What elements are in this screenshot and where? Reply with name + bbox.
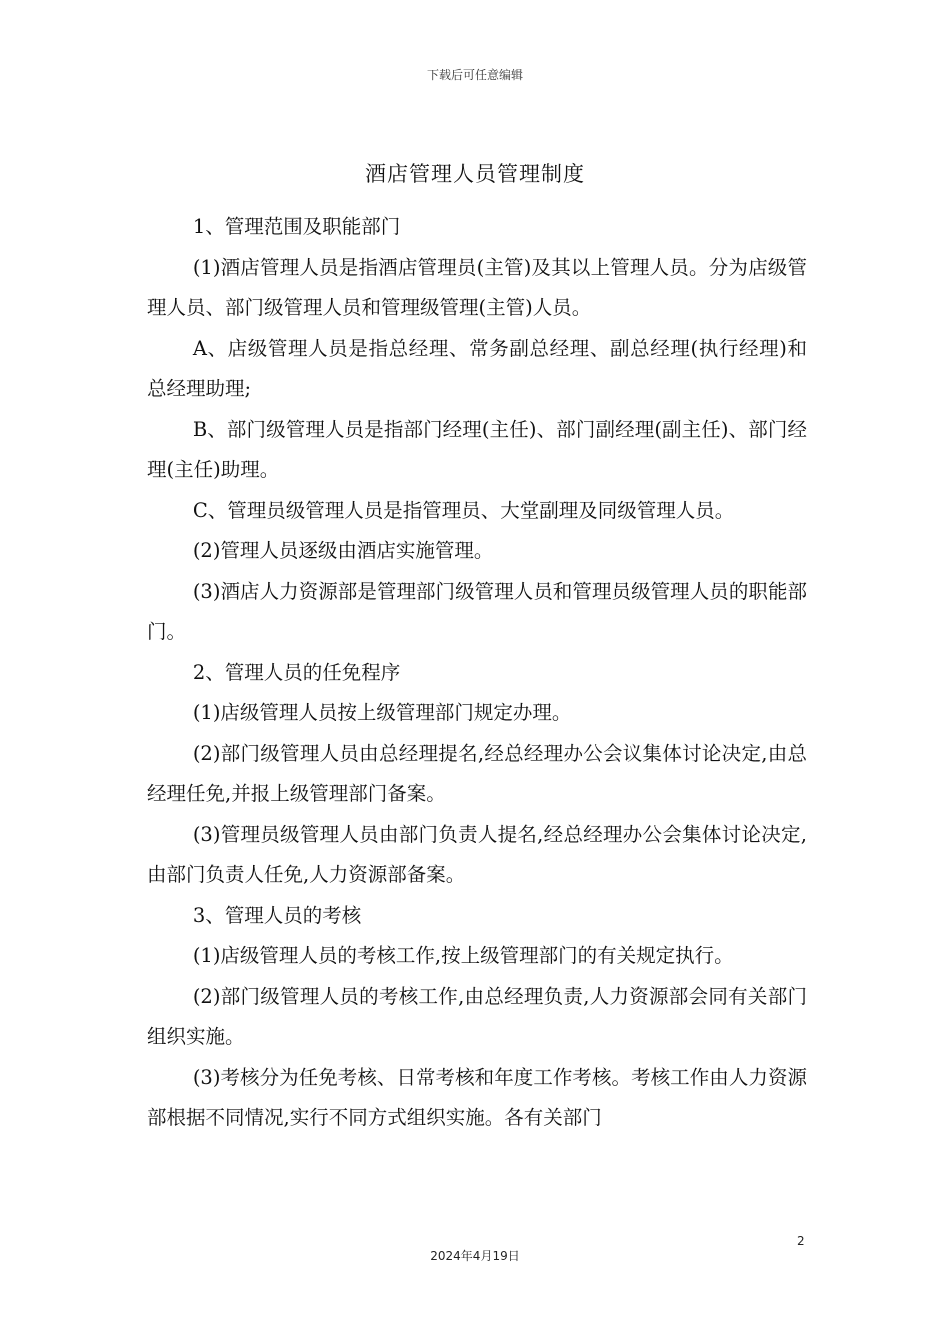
paragraph-assessment-2: (2)部门级管理人员的考核工作,由总经理负责,人力资源部会同有关部门组织实施。 <box>147 984 807 1048</box>
header-note: 下载后可任意编辑 <box>426 68 523 82</box>
document-title: 酒店管理人员管理制度 <box>365 162 585 186</box>
paragraph-scope-1: (1)酒店管理人员是指酒店管理员(主管)及其以上管理人员。分为店级管理人员、部门级管理人员和管理级管理(主管)人员。 <box>147 255 807 319</box>
paragraph-appointment-1: (1)店级管理人员按上级管理部门规定办理。 <box>192 701 572 724</box>
paragraph-scope-3: (3)酒店人力资源部是管理部门级管理人员和管理员级管理人员的职能部门。 <box>147 579 807 643</box>
paragraph-assessment-1: (1)店级管理人员的考核工作,按上级管理部门的有关规定执行。 <box>192 944 734 967</box>
section-heading-assessment: 3、管理人员的考核 <box>192 903 362 927</box>
paragraph-scope-a: A、店级管理人员是指总经理、常务副总经理、副总经理(执行经理)和总经理助理; <box>147 336 807 400</box>
paragraph-appointment-3: (3)管理员级管理人员由部门负责人提名,经总经理办公会集体讨论决定,由部门负责人任免,人力资源部备案。 <box>147 822 807 886</box>
paragraph-scope-b: B、部门级管理人员是指部门经理(主任)、部门副经理(副主任)、部门经理(主任)助理。 <box>147 417 807 481</box>
document-body <box>147 207 807 1139</box>
section-heading-scope: 1、管理范围及职能部门 <box>192 215 401 238</box>
paragraph-scope-2: (2)管理人员逐级由酒店实施管理。 <box>192 539 494 562</box>
section-heading-appointment: 2、管理人员的任免程序 <box>192 660 401 684</box>
paragraph-appointment-2: (2)部门级管理人员由总经理提名,经总经理办公会议集体讨论决定,由总经理任免,并报上级管理部门备案。 <box>147 741 807 805</box>
paragraph-assessment-3: (3)考核分为任免考核、日常考核和年度工作考核。考核工作由人力资源部根据不同情况,实行不同方式组织实施。各有关部门 <box>147 1065 807 1129</box>
page-number: 2 <box>797 1234 805 1248</box>
footer-date: 2024年4月19日 <box>430 1249 520 1263</box>
paragraph-scope-c: C、管理员级管理人员是指管理员、大堂副理及同级管理人员。 <box>192 498 735 522</box>
